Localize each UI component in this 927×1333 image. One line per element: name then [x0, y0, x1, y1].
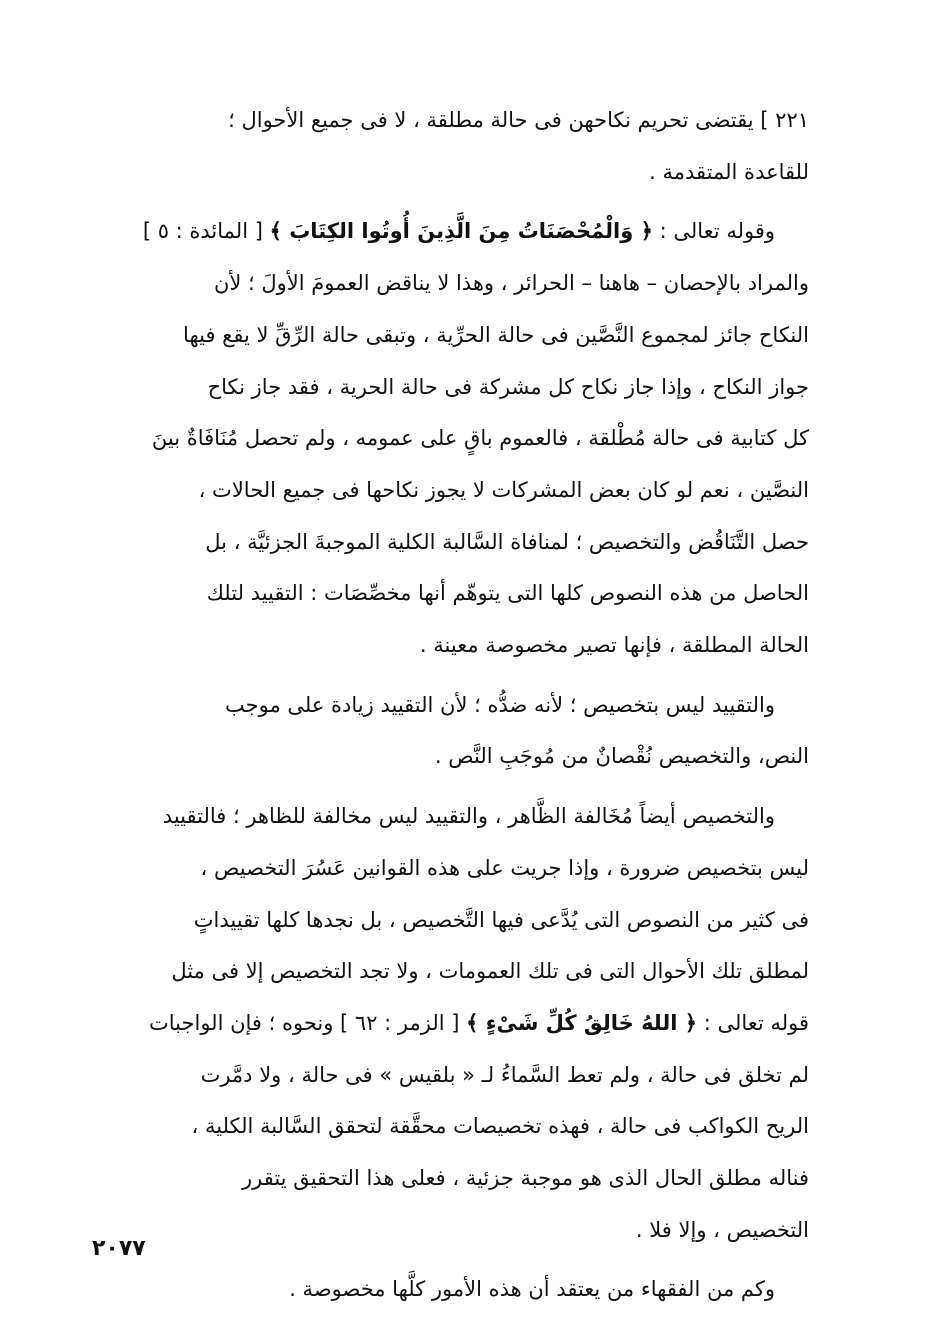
- text-line: والمراد بالإحصان – هاهنا – الحرائر ، وهذا لا يناقض العمومَ الأولَ ؛ لأن: [213, 271, 809, 296]
- paragraph-taqyid: [92, 680, 809, 783]
- text-line: الحالة المطلقة ، فإنها تصير مخصوصة معينة .: [419, 633, 809, 658]
- text-line: النكاح جائز لمجموع النَّصَّين فى حالة الحرِّية ، وتبقى حالة الرِّقِّ لا يقع فيها: [183, 322, 809, 347]
- text-line: النصَّين ، نعم لو كان بعض المشركات لا يجوز نكاحها فى جميع الحالات ،: [198, 477, 809, 502]
- verse-intro: قوله تعالى :: [697, 1010, 809, 1035]
- text-line: والتقييد ليس بتخصيص ؛ لأنه ضدُّه ؛ لأن التقييد زيادة على موجب: [225, 692, 775, 717]
- text-line: والتخصيص أيضاً مُخَالفة الظَّاهر ، والتقييد ليس مخالفة للظاهر ؛ فالتقييد: [162, 804, 775, 829]
- text-line: فى كثير من النصوص التى يُدَّعى فيها التَّخصيص ، بل نجدها كلها تقييداتٍ: [193, 907, 809, 932]
- text-line: كل كتابية فى حالة مُطْلقة ، فالعموم باقٍ على عمومه ، ولم تحصل مُنَافَاةٌ بينَ: [151, 426, 809, 451]
- text-line: لم تخلق فى حالة ، ولم تعط السَّماءُ لـ « بلقيس » فى حالة ، ولا دمَّرت: [200, 1062, 809, 1087]
- paragraph-takhsis: [92, 791, 809, 1256]
- paragraph-continuation: [92, 95, 809, 198]
- page-number: ٢٠٧٧: [92, 1236, 146, 1261]
- verse-intro: وقوله تعالى :: [652, 219, 775, 244]
- quran-verse: ﴿ اللهُ خَالِقُ كُلِّ شَىْءٍ ﴾: [466, 1010, 698, 1035]
- text-line: الريح الكواكب فى حالة ، فهذه تخصيصات محقَّقة لتحقق السَّالبة الكلية ،: [191, 1114, 809, 1139]
- text-line: الحاصل من هذه النصوص كلها التى يتوهّم أنها مخصِّصَات : التقييد لتلك: [206, 581, 809, 606]
- text-line: جواز النكاح ، وإذا جاز نكاح كل مشركة فى حالة الحرية ، فقد جاز نكاح: [207, 374, 809, 399]
- text-line: النص، والتخصيص نُقْصانٌ من مُوجَبِ النَّص .: [434, 744, 809, 769]
- verse-reference: [ المائدة : ٥ ]: [142, 219, 270, 244]
- text-line: ٢٢١ ] يقتضى تحريم نكاحهن فى حالة مطلقة ، لا فى جميع الأحوال ؛: [228, 108, 809, 132]
- text-line: حصل التَّنَاقُض والتخصيص ؛ لمنافاة السَّالبة الكلية الموجبةَ الجزئيَّة ، بل: [205, 529, 809, 554]
- text-line: التخصيص ، وإلا فلا .: [635, 1217, 809, 1242]
- text-line: للقاعدة المتقدمة .: [649, 159, 809, 184]
- paragraph-closing: [92, 1264, 809, 1316]
- paragraph-maidah-verse: [92, 206, 809, 671]
- page-body-text: [92, 95, 809, 1316]
- text-line: فناله مطلق الحال الذى هو موجبة جزئية ، فعلى هذا التحقيق يتقرر: [241, 1166, 809, 1191]
- quran-verse: ﴿ وَالْمُحْصَنَاتُ مِنَ الَّذِينَ أُوتُوا الكِتَابَ ﴾: [269, 219, 653, 244]
- text-line: وكم من الفقهاء من يعتقد أن هذه الأمور كلَّها مخصوصة .: [289, 1277, 775, 1302]
- text-line: ليس بتخصيص ضرورة ، وإذا جريت على هذه القوانين عَسُرَ التخصيص ،: [200, 855, 809, 880]
- text-line: لمطلق تلك الأحوال التى فى تلك العمومات ، ولا تجد التخصيص إلا فى مثل: [171, 959, 809, 984]
- verse-reference: [ الزمر : ٦٢ ] ونحوه ؛ فإن الواجبات: [149, 1010, 467, 1035]
